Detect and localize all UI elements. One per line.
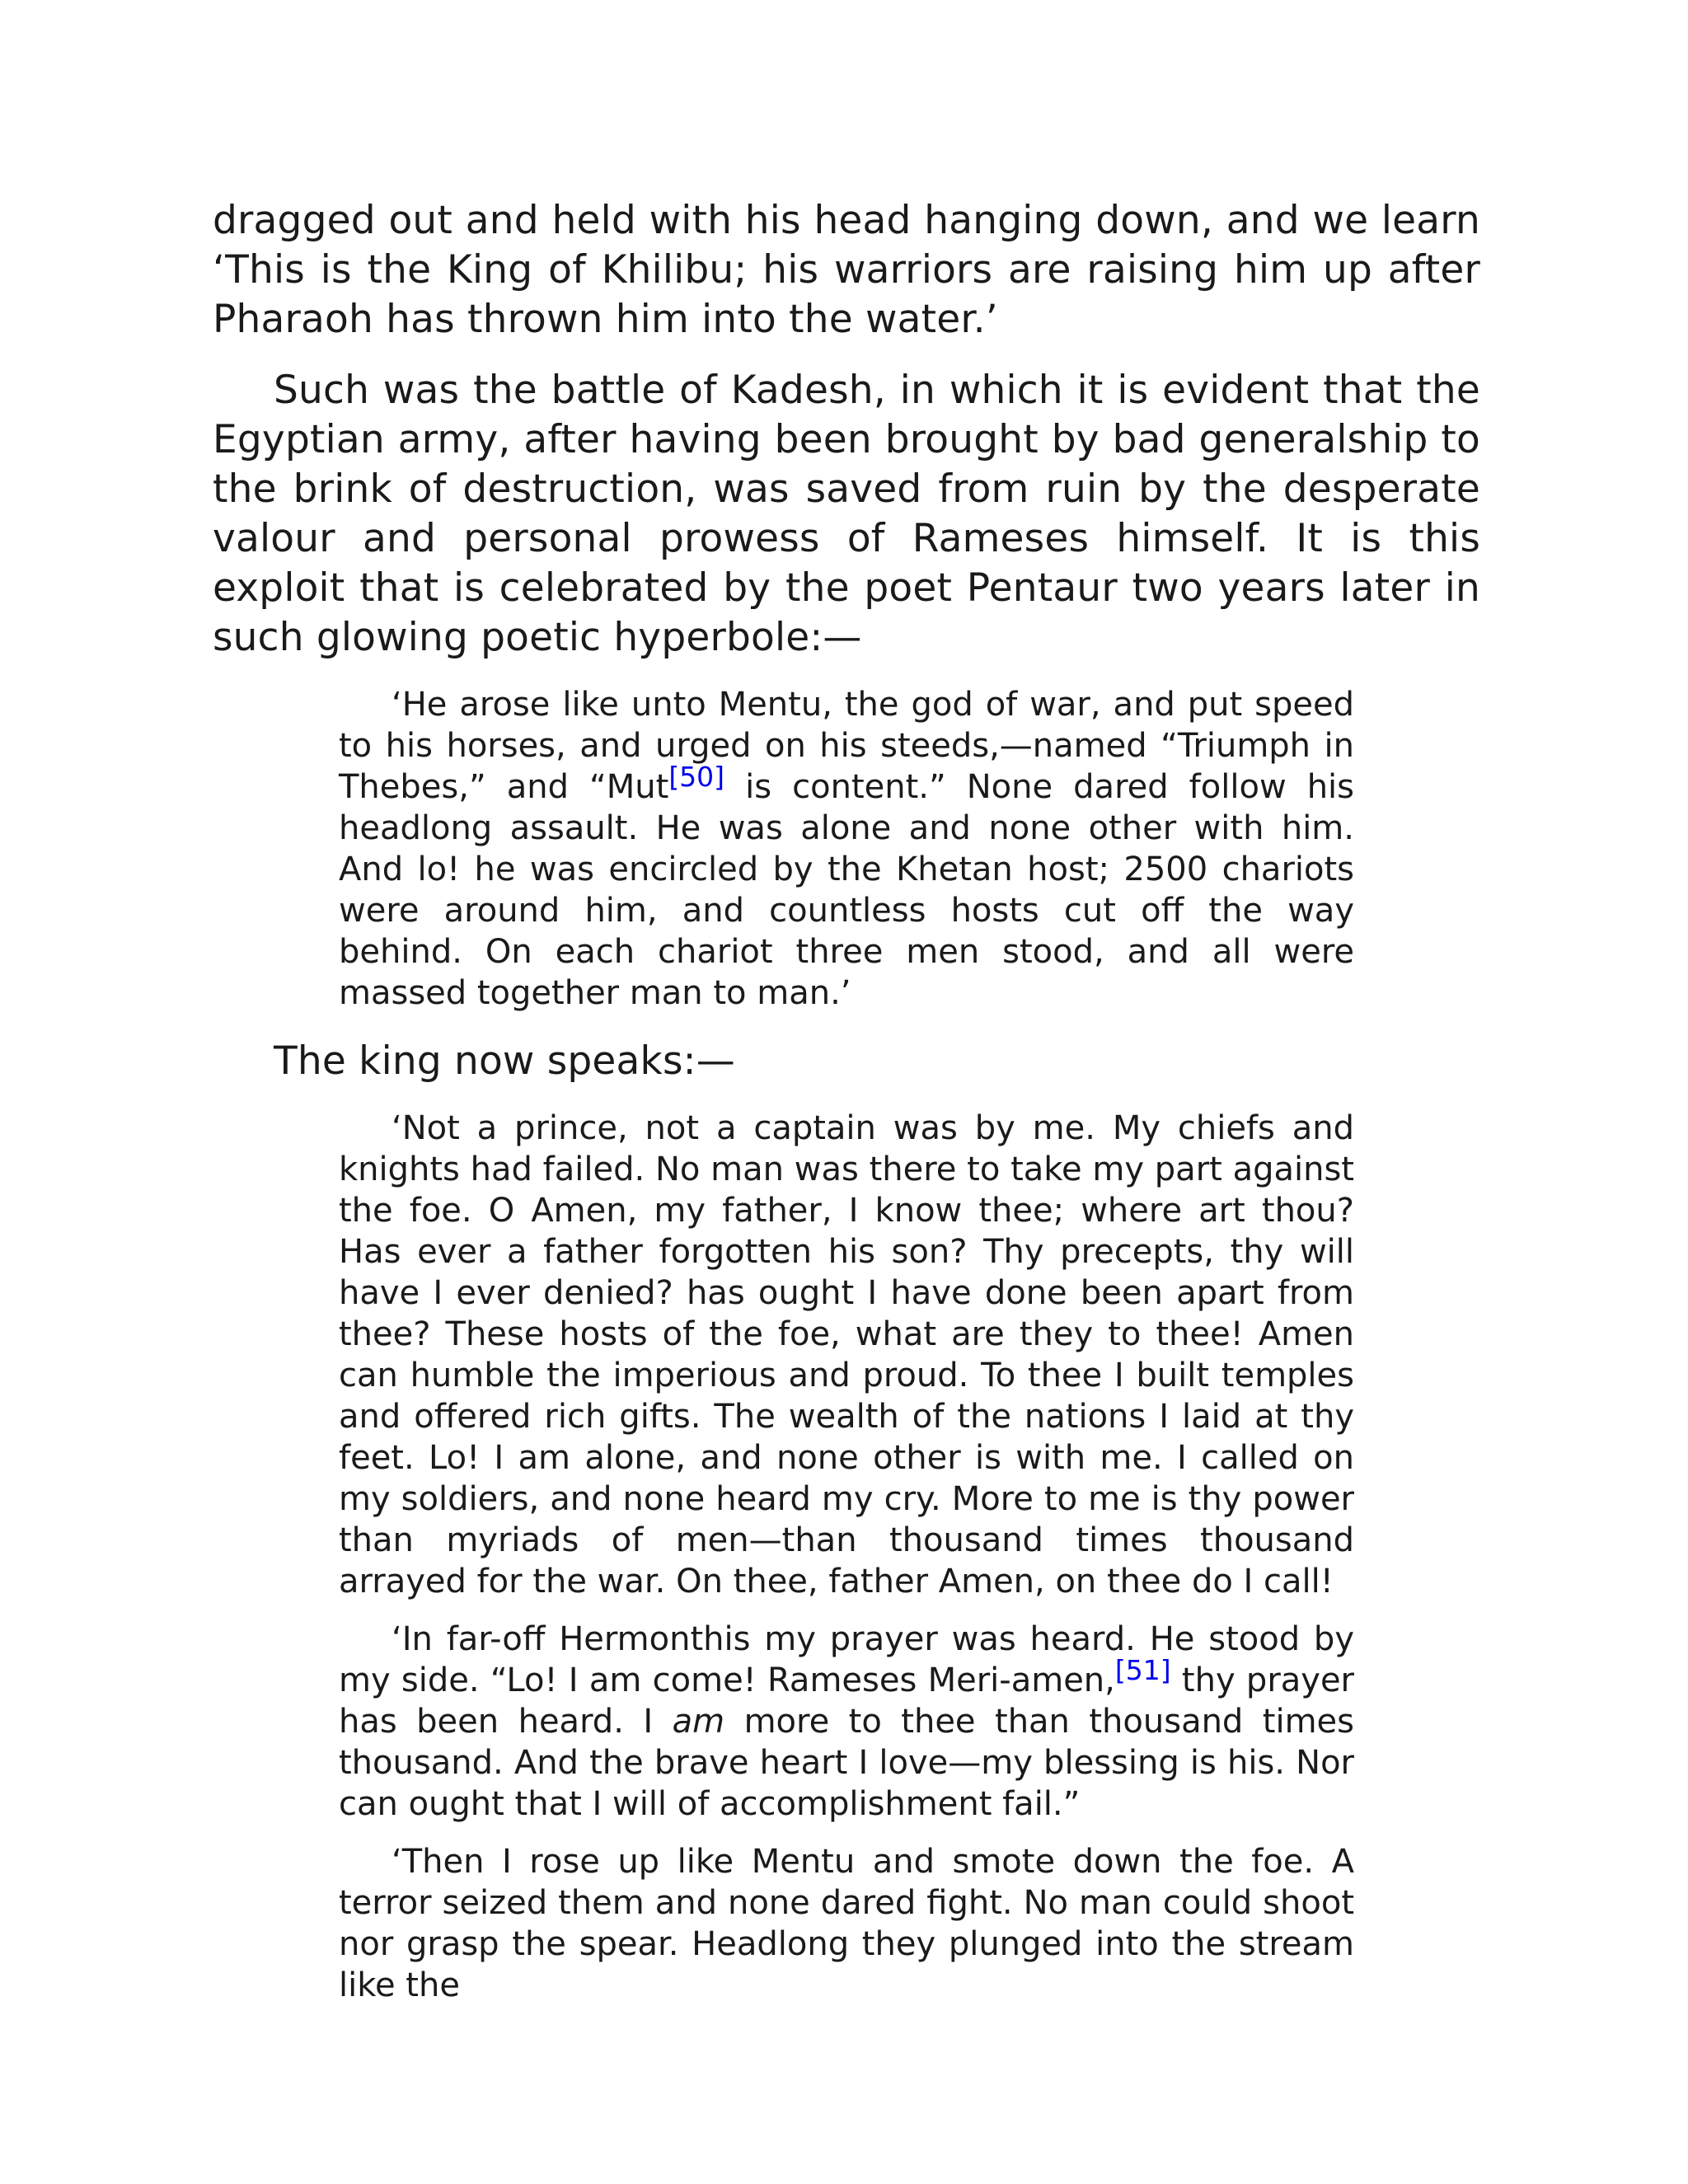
- quote-king-speech: [339, 1108, 1354, 2006]
- quote-paragraph-smote-foe: ‘Then I rose up like Mentu and smote down the foe. A terror seized them and none dared fight. No man could shoot nor grasp the spear. Headlong they plunged into the stream like the: [339, 1843, 1354, 2004]
- paragraph-khilibu: dragged out and held with his head hanging down, and we learn ‘This is the King of Khilibu; his warriors are raising him up after Pharaoh has thrown him into the water.’: [213, 198, 1480, 342]
- quote-paragraph-mentu: [339, 684, 1354, 1014]
- quote-text: ‘In far-off Hermonthis my prayer was heard. He stood by my side. “Lo! I am come! Rameses Meri-amen,: [339, 1620, 1354, 1699]
- footnote-link-51[interactable]: [51]: [1114, 1654, 1171, 1686]
- footnote-link-50[interactable]: [50]: [668, 761, 725, 793]
- quote-text: ‘He arose like unto Mentu, the god of war, and put speed to his horses, and urged on his steeds,—named “Triumph in Thebes,” and “Mut: [339, 686, 1354, 806]
- quote-text: is content.” None dared follow his headlong assault. He was alone and none other with him. And lo! he was encircled by the Khetan host; 2500 chariots were around him, and countless hosts cut off the way behind. On each chariot three men stood, and all were massed together man to man.’: [339, 768, 1355, 1012]
- quote-text: more to thee than thousand times thousand. And the brave heart I love—my blessing is his. Nor can ought that I will of accomplishment fail.”: [339, 1703, 1354, 1823]
- emphasis-am: am: [672, 1703, 725, 1741]
- paragraph-king-speaks: The king now speaks:—: [274, 1038, 735, 1084]
- book-page: [213, 196, 1480, 2006]
- quote-text: thy prayer has been heard. I: [339, 1661, 1354, 1741]
- paragraph-battle-of-kadesh: Such was the battle of Kadesh, in which it is evident that the Egyptian army, after having been brought by bad generalship to the brink of destruction, was saved from ruin by the desperate valour and personal prowess of Rameses himself. It is this exploit that is celebrated by the poet Pentaur two years later in such glowing poetic hyperbole:—: [213, 368, 1480, 660]
- quote-paragraph-hermonthis: [339, 1619, 1354, 1825]
- quote-pentaur: [339, 684, 1354, 1014]
- quote-paragraph-prayer: ‘Not a prince, not a captain was by me. My chiefs and knights had failed. No man was there to take my part against the foe. O Amen, my father, I know thee; where art thou? Has ever a father forgotten his son? Thy precepts, thy will have I ever denied? has ought I have done been apart from thee? These hosts of the foe, what are they to thee! Amen can humble the imperious and proud. To thee I built temples and offered rich gifts. The wealth of the nations I laid at thy feet. Lo! I am alone, and none other is with me. I called on my soldiers, and none heard my cry. More to me is thy power than myriads of men—than thousand times thousand arrayed for the war. On thee, father Amen, on thee do I call!: [339, 1109, 1354, 1601]
